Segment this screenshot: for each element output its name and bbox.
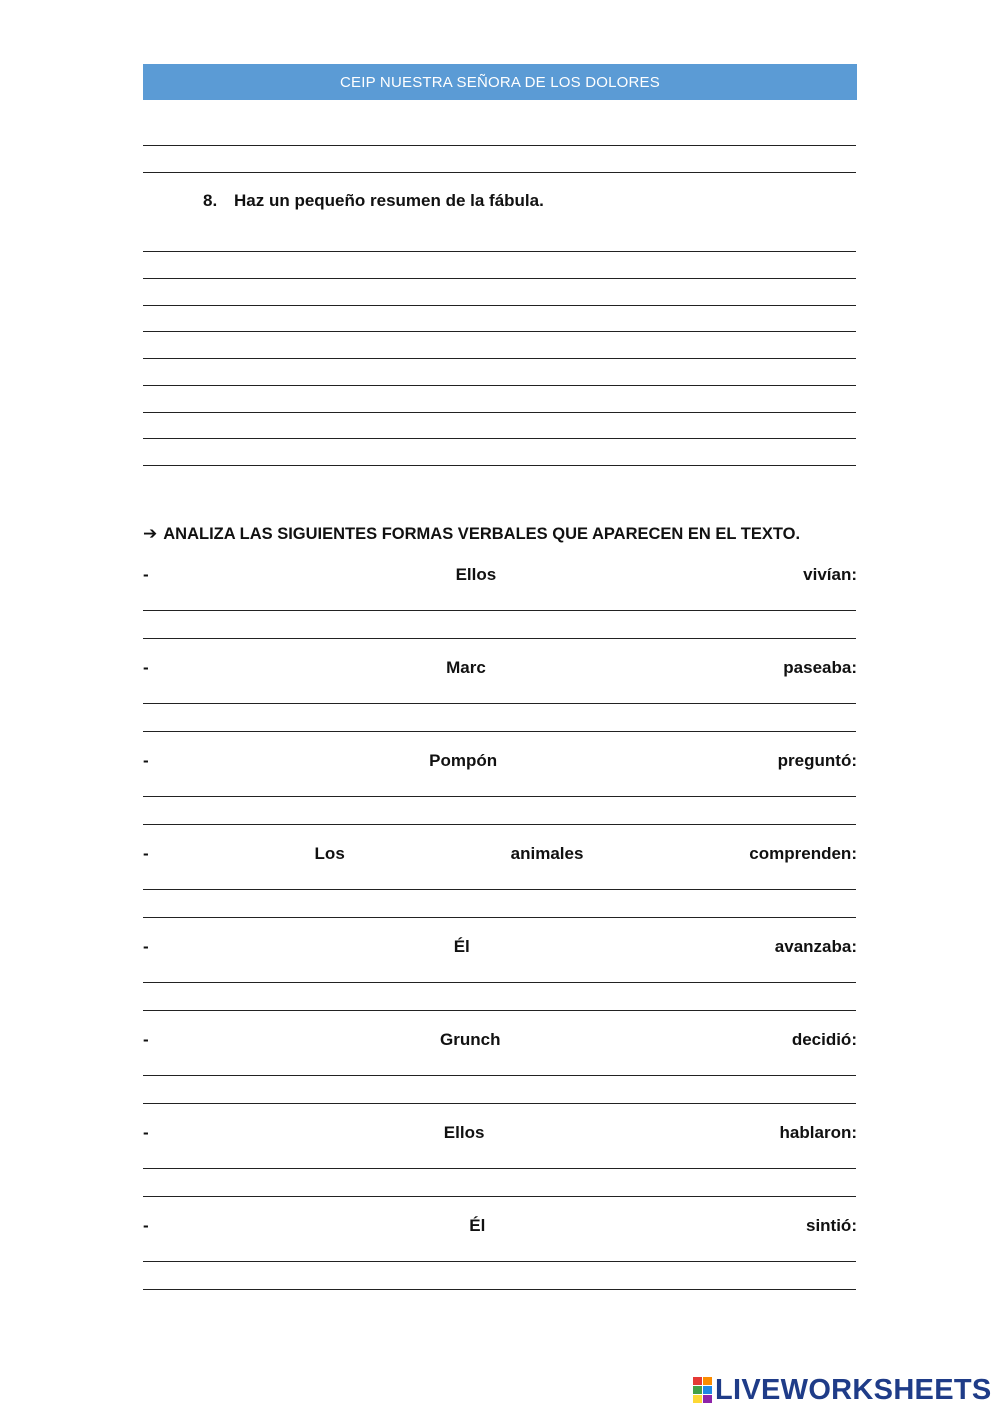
verb-row <box>143 843 857 865</box>
school-name: CEIP NUESTRA SEÑORA DE LOS DOLORES <box>340 73 660 91</box>
verb-form: decidió: <box>791 1030 857 1049</box>
logo-square <box>703 1395 712 1403</box>
answer-line[interactable] <box>143 796 856 797</box>
summary-line[interactable] <box>143 278 856 279</box>
verb-subject: Él <box>453 937 470 956</box>
verb-row <box>143 1122 857 1144</box>
question-number: 8. <box>203 191 218 210</box>
summary-line[interactable] <box>143 331 856 332</box>
verb-row <box>143 657 857 679</box>
logo-square <box>693 1395 702 1403</box>
answer-line[interactable] <box>143 1289 856 1290</box>
logo-square <box>693 1386 702 1394</box>
summary-line[interactable] <box>143 251 856 252</box>
answer-line[interactable] <box>143 1010 856 1011</box>
section-title-text: ANALIZA LAS SIGUIENTES FORMAS VERBALES QUE APARECEN EN EL TEXTO. <box>163 524 801 543</box>
dash: - <box>143 844 149 863</box>
logo-square <box>693 1377 702 1385</box>
verb-form: avanzaba: <box>774 937 857 956</box>
verb-subject: Marc <box>446 658 486 677</box>
question-text: Haz un pequeño resumen de la fábula. <box>234 191 544 210</box>
verb-subject: Ellos <box>455 565 497 584</box>
summary-line[interactable] <box>143 358 856 359</box>
logo-square <box>703 1377 712 1385</box>
answer-line[interactable] <box>143 1103 856 1104</box>
verb-row <box>143 936 857 958</box>
dash: - <box>143 658 149 677</box>
verb-subject: Ellos <box>443 1123 485 1142</box>
logo-mark-icon <box>693 1377 712 1403</box>
verb-form: sintió: <box>805 1216 857 1235</box>
answer-line[interactable] <box>143 610 856 611</box>
answer-line[interactable] <box>143 917 856 918</box>
dash: - <box>143 937 149 956</box>
answer-line[interactable] <box>143 731 856 732</box>
verb-row <box>143 564 857 586</box>
answer-line[interactable] <box>143 145 856 146</box>
answer-line[interactable] <box>143 824 856 825</box>
verb-form: comprenden: <box>749 844 857 863</box>
verb-form: preguntó: <box>777 751 857 770</box>
verb-row <box>143 750 857 772</box>
summary-line[interactable] <box>143 412 856 413</box>
answer-line[interactable] <box>143 638 856 639</box>
answer-line[interactable] <box>143 982 856 983</box>
verb-form: vivían: <box>803 565 857 584</box>
liveworksheets-logo <box>693 1376 992 1404</box>
answer-line[interactable] <box>143 1196 856 1197</box>
summary-line[interactable] <box>143 438 856 439</box>
dash: - <box>143 1216 149 1235</box>
logo-square <box>703 1386 712 1394</box>
dash: - <box>143 1123 149 1142</box>
school-header-banner <box>143 64 857 100</box>
verb-row <box>143 1215 857 1237</box>
verb-form: paseaba: <box>783 658 857 677</box>
verb-subject-noun: animales <box>510 844 584 863</box>
answer-line[interactable] <box>143 703 856 704</box>
verb-subject: Pompón <box>429 751 498 770</box>
arrow-right-icon: ➔ <box>143 524 158 543</box>
verb-subject: Los <box>314 844 345 863</box>
answer-line[interactable] <box>143 889 856 890</box>
section-title <box>143 524 800 544</box>
question-8 <box>203 191 544 211</box>
verb-subject: Él <box>469 1216 486 1235</box>
summary-line[interactable] <box>143 305 856 306</box>
dash: - <box>143 751 149 770</box>
verb-row <box>143 1029 857 1051</box>
summary-line[interactable] <box>143 385 856 386</box>
verb-form: hablaron: <box>779 1123 857 1142</box>
answer-line[interactable] <box>143 172 856 173</box>
logo-brand-text: LIVEWORKSHEETS <box>715 1374 992 1406</box>
summary-line[interactable] <box>143 465 856 466</box>
verb-subject: Grunch <box>440 1030 501 1049</box>
dash: - <box>143 565 149 584</box>
answer-line[interactable] <box>143 1075 856 1076</box>
answer-line[interactable] <box>143 1168 856 1169</box>
answer-line[interactable] <box>143 1261 856 1262</box>
dash: - <box>143 1030 149 1049</box>
